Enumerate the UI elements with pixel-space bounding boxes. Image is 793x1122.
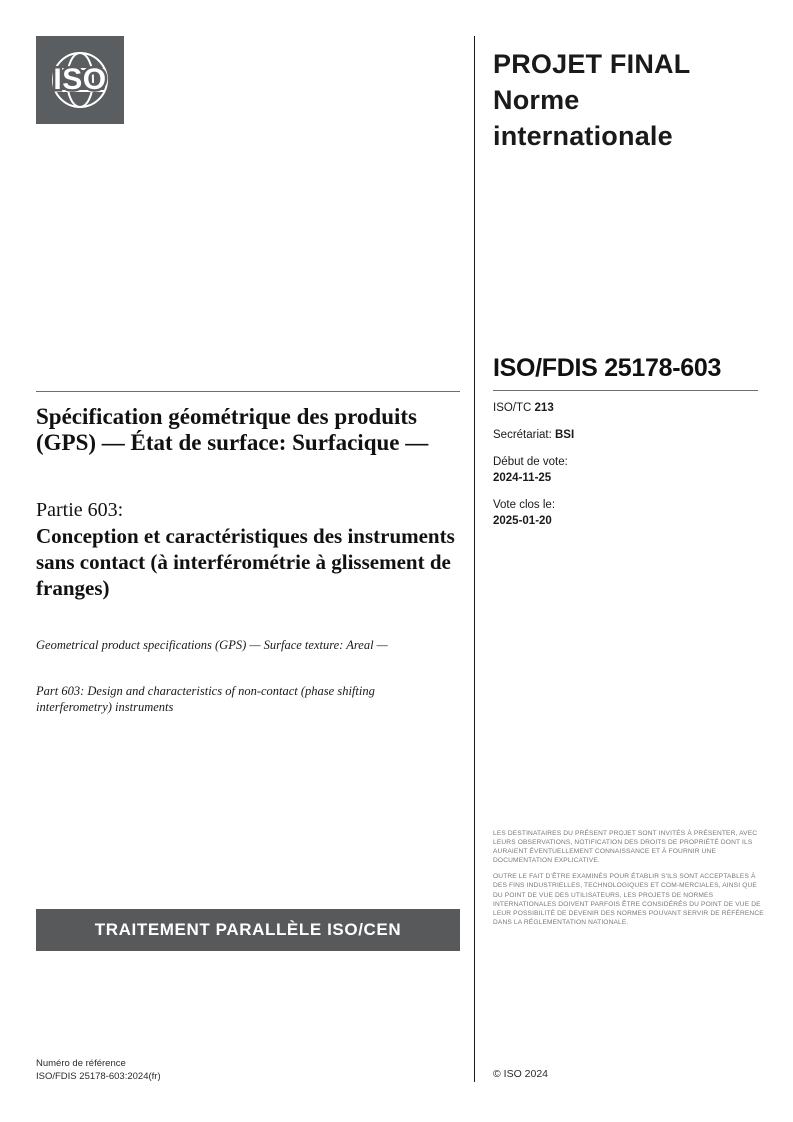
- title-main-english: Geometrical product specifications (GPS) — Surface texture: Areal —: [36, 638, 388, 652]
- parallel-processing-banner: [36, 909, 460, 951]
- document-kind-line2: internationale: [493, 121, 673, 151]
- secretariat-row: [493, 427, 773, 443]
- vote-start-label: Début de vote:: [493, 456, 568, 468]
- legal-notice: [493, 829, 765, 927]
- committee-metadata: [493, 400, 773, 529]
- vertical-divider: [474, 36, 475, 1082]
- part-label: Partie 603:: [36, 499, 124, 521]
- vote-start-row: [493, 454, 773, 486]
- secretariat-label: Secrétariat:: [493, 429, 555, 441]
- tc-value: 213: [534, 402, 554, 414]
- reference-number-block: [36, 1058, 161, 1083]
- horizontal-divider-left: [36, 391, 460, 392]
- standard-number: ISO/FDIS 25178-603: [493, 354, 722, 382]
- part-title-french: Conception et caractéristiques des instruments sans contact (à interférométrie à glissement de franges): [36, 524, 455, 600]
- horizontal-divider-right: [493, 390, 758, 391]
- copyright-notice: © ISO 2024: [493, 1068, 549, 1080]
- secretariat-value: BSI: [555, 429, 575, 441]
- tc-label: ISO/TC: [493, 402, 535, 414]
- document-stage: PROJET FINAL: [493, 49, 691, 79]
- iso-logo: [36, 36, 124, 124]
- vote-end-label: Vote clos le:: [493, 499, 556, 511]
- iso-globe-icon: [36, 36, 124, 124]
- document-kind-line1: Norme: [493, 85, 580, 115]
- banner-text: TRAITEMENT PARALLÈLE ISO/CEN: [94, 920, 402, 939]
- svg-text:ISO: ISO: [53, 63, 107, 96]
- legal-paragraph-1: LES DESTINATAIRES DU PRÉSENT PROJET SONT INVITÉS À PRÉSENTER, AVEC LEURS OBSERVATIONS, NOTIFICATION DES DROITS DE PROPRIÉTÉ DONT ILS AURAIENT ÉVENTUELLEMENT CONNAISSANCE ET À FOURNIR UNE DOCUMENTATION EXPLICATIVE.: [493, 830, 758, 865]
- vote-end-date: 2025-01-20: [493, 515, 552, 527]
- title-part-block: [36, 498, 456, 601]
- part-title-english: Part 603: Design and characteristics of non-contact (phase shifting interferometry) instruments: [36, 684, 375, 714]
- technical-committee-row: [493, 400, 773, 416]
- legal-paragraph-2: OUTRE LE FAIT D’ÊTRE EXAMINÉS POUR ÉTABLIR S'ILS SONT ACCEPTABLES À DES FINS INDUSTRIELLES, TECHNOLOGIQUES ET COM-MERCIALES, AINSI QUE DU POINT DE VUE DES UTILISATEURS, LES PROJETS DE NORMES INTERNATIONALES DOIVENT PARFOIS ÊTRE CONSIDÉRÉS DU POINT DE VUE DE LEUR POSSIBILITÉ DE DEVENIR DES NORMES POUVANT SERVIR DE RÉFÉRENCE DANS LA RÉGLEMENTATION NATIONALE.: [493, 873, 764, 926]
- reference-number-label: Numéro de référence: [36, 1058, 126, 1069]
- vote-start-date: 2024-11-25: [493, 472, 552, 484]
- vote-end-row: [493, 497, 773, 529]
- reference-number-value: ISO/FDIS 25178-603:2024(fr): [36, 1070, 161, 1082]
- document-type-block: [493, 46, 773, 154]
- title-main-french: Spécification géométrique des produits (GPS) — État de surface: Surfacique —: [36, 404, 429, 455]
